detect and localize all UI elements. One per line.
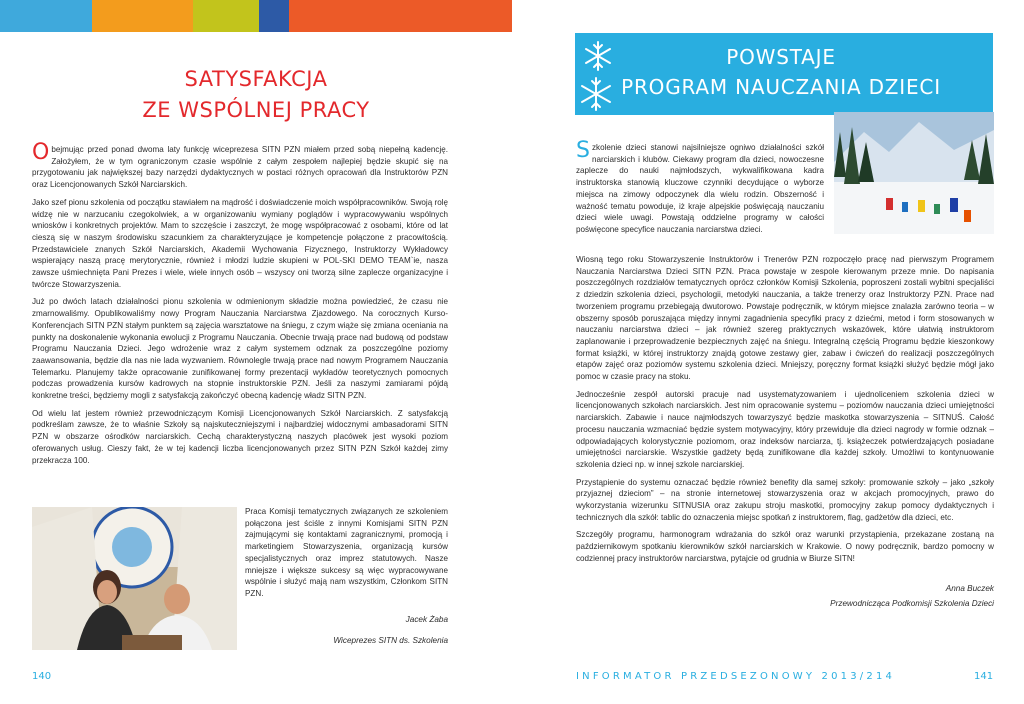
- page-number-right: 141: [974, 671, 994, 682]
- left-article-body: [32, 140, 448, 472]
- right-paragraph-4: Przystąpienie do systemu oznaczać będzie również benefity dla samej szkoły: promowanie szkoły – jako „szkoły przyjaznej dzieciom” – na stronie internetowej stowarzyszenia oraz w akcjach promocyjnych, prawo do wykorzystania wizerunku SITNUSIA oraz zakupu stroju maskotki, promocyjny zakup pomocy dydaktycznych i technicznych dla szkół: tablic do oznaczenia miejsc spotkań z instruktorem, flag, gadżetów dla dzieci, etc.: [576, 477, 994, 522]
- left-title-line2: ZE WSPÓLNEJ PRACY: [142, 98, 370, 122]
- left-article-title: [0, 64, 512, 126]
- page-number-left: 140: [32, 671, 52, 682]
- right-title-line1: POWSTAJE: [726, 45, 836, 69]
- left-signature-name: Jacek Żaba: [405, 614, 448, 624]
- photo-children-skiing: [834, 112, 994, 234]
- right-signature-role: Przewodnicząca Podkomisji Szkolenia Dzieci: [830, 598, 994, 608]
- right-dropcap: S: [576, 138, 590, 163]
- color-bar-green: [193, 0, 259, 32]
- color-bar-navy: [259, 0, 289, 32]
- right-signature-name: Anna Buczek: [945, 583, 994, 593]
- right-paragraph-1: Szkolenie dzieci stanowi najsilniejsze ogniwo działalności szkół narciarskich i klubów. Ciekawy program dla dzieci, nowoczesne zaplecze do nauki najmłodszych, wykwalifikowana kadra instruktorska stanowią kluczowe czynniki decydujące o wyborze miejsca na zimowy odpoczynek dla wielu rodzin. Obszerność i ważność tematu powoduje, iż kraje alpejskie poświęcają nauczaniu dzieci wiele uwagi. Powstają oddzielne programy w całości poświęcone specyfice nauczania narciarstwa dzieci.: [576, 138, 824, 234]
- left-signature-role: Wiceprezes SITN ds. Szkolenia: [333, 635, 448, 645]
- left-paragraph-2: Jako szef pionu szkolenia od początku stawiałem na mądrość i doświadczenie moich współpracowników. Swoją rolę widzę nie w narzucaniu czegokolwiek, a w organizowaniu wymiany poglądów i wypracowywaniu wspólnych wniosków i konkretnych projektów. Mam to szczęście i zaszczyt, że mogę współpracować z osobami, które od lat cieszą się w naszym środowisku szacunkiem za charakteryzujące je kompetencje połączone z pracowitością. Przedstawiciele znanych Szkół Narciarskich, Akademii Wychowania Fizycznego, Instruktorzy Wykładowcy wspierający naszą pracę merytorycznie, również i młodzi ludzie skupieni w POL-SKI DEMO TEAM`ie, nasza zawsze uśmiechnięta Pani Prezes i wiele, wiele innych osób – wszyscy oni tworzą silne zaplecze organizacyjne i twórcze Stowarzyszenia.: [32, 197, 448, 289]
- right-paragraph-5: Szczegóły programu, harmonogram wdrażania do szkół oraz warunki przystąpienia, przekazane zostaną na październikowym spotkaniu kierowników szkół narciarskich w Krakowie. O nowy podręcznik, bardzo pomocny w codziennej pracy instruktorów narciarstwa, pytajcie od grudnia w Biurze SITN!: [576, 530, 994, 563]
- right-article-title: [612, 42, 950, 102]
- left-dropcap: O: [32, 140, 50, 165]
- footer-publication-title: INFORMATOR PRZEDSEZONOWY 2013/214: [576, 671, 896, 682]
- photo-presenters: [32, 507, 237, 650]
- color-bar-red: [289, 0, 512, 32]
- right-article-body: [576, 254, 994, 610]
- right-paragraph-3: Jednocześnie zespół autorski pracuje nad usystematyzowaniem i ujednoliceniem szkolenia dzieci w licencjonowanych szkołach narciarskich. Jest nim opracowanie systemu – poziomów nauczania dzieci umiejętności narciarskich. Zabawie i nauce najmłodszych towarzyszyć będzie maskotka stowarzyszenia – SITNUŚ. Całość procesu nauczania wzmacniać będzie system motywacyjny, który przewiduje dla dzieci nagrody w formie odznak – odpowiadających kolorystycznie poziomom, oraz indeksów narciarza, tj. książeczek potwierdzających posiadane umiejętności narciarskie. Wszystkie gadżety będą zunifikowane dla każdej szkoły. Umożliwi to kontynuowanie szkolenia dzieci np. w innej szkole narciarskiej.: [576, 389, 994, 469]
- color-bar-blue: [0, 0, 92, 32]
- left-paragraph-1: Obejmując przed ponad dwoma laty funkcję wiceprezesa SITN PZN miałem przed sobą niepełną kadencję. Założyłem, że w tym ograniczonym czasie wspólnie z całym zespołem najlepiej będzie skupić się na przygotowaniu jak największej bazy narzędzi dydaktycznych w postaci różnych opracowań dla Instruktorów PZN oraz Licencjonowanych Szkół Narciarskich.: [32, 140, 448, 190]
- right-title-line2: PROGRAM NAUCZANIA DZIECI: [621, 75, 941, 99]
- right-paragraph-2: Wiosną tego roku Stowarzyszenie Instruktorów i Trenerów PZN rozpoczęło pracę nad pierwszym Programem Nauczania Narciarstwa Dzieci SITN PZN. Praca powstaje w zespole kierowanym przeze mnie. Do napisania poszczególnych rozdziałów tematycznych oprócz członków Komisji Szkolenia, poproszeni zostali wybitni specjaliści z dziedzin szkolenia dzieci, psychologii, metodyki nauczania, a także trenerzy oraz Instruktorzy PZN. Prace nad tworzeniem programu przebiegają dwutorowo. Powstaje podręcznik, w którym miejsce znalazła zarówno teoria – w obszerny sposób poruszająca między innymi zagadnienia specyfiki pracy z dziećmi, metod i form stosowanych w nauczaniu narciarstwa dzieci – jak również szereg praktycznych wskazówek, które ułatwią instruktorom zaplanowanie i przeprowadzenie bezpiecznych zajęć na śniegu. Integralną częścią Programu będzie kieszonkowy format książki, w której instruktorzy znajdą gotowe zestawy gier, zabaw i ćwiczeń do realizacji poszczególnych etapów zajęć oraz poziomów systemu szkolenia dzieci. Mniejszy, poręczny format książki służyć będzie mógł jako pomoc w czasie pracy na stoku.: [576, 255, 994, 382]
- left-closing-column: [245, 506, 448, 647]
- left-paragraph-4: Od wielu lat jestem również przewodniczącym Komisji Licencjonowanych Szkół Narciarskich. Z satysfakcją podkreślam zawsze, że to właśnie Szkoły są najskuteczniejszymi i najbardziej widocznymi ambasadorami SITN PZN w obszarze ośrodków narciarskich. Cechą charakterystyczną naszych placówek jest wysoki poziom oferowanych usług. Cieszy fakt, że w tej kadencji liczba licencjonowanych przez SITN PZN Szkół każdej zimy przekracza 100.: [32, 408, 448, 465]
- right-intro-block: [576, 138, 824, 242]
- left-paragraph-3: Już po dwóch latach działalności pionu szkolenia w odmienionym składzie można powiedzieć, że czasu nie zmarnowaliśmy. Opublikowaliśmy nowy Program Nauczania Narciarstwa Zjazdowego. Na corocznych Kurso-Konferencjach SITN PZN stałym punktem są zajęcia warsztatowe na śniegu, z czym wiąże się zmiana oceniania na punkty na doskonalenie wykonania ewolucji z Programu Nauczania. Obecnie trwają prace nad budową od podstaw Programu Nauczania Dzieci. Jego wdrożenie wraz z całym systemem odznak za poszczególne poziomy zaawansowania, będzie dla nas nie lada wyzwaniem. Równolegle trwają prace nad nowym Programem Nauczania Telemarku. Planujemy także opracowanie zunifikowanej formy prezentacji wykładów teoretycznych pomocnych podczas prowadzenia kursów kadrowych na stopnie instruktorskie PZN. Jeśli za naszymi zamiarami pójdą konkretne treści, będziemy mogli z satysfakcją zakończyć obecną kadencję władz SITN PZN.: [32, 297, 448, 401]
- left-paragraph-5: Praca Komisji tematycznych związanych ze szkoleniem połączona jest ściśle z innymi Komisjami SITN PZN zajmującymi się kontaktami zagranicznymi, promocją i marketingiem Stowarzyszenia, organizacją kursów specjalistycznych oraz imprez statutowych. Nasze mniejsze i większe sukcesy są więc wypracowywane wspólnie i służyć mają nam wszystkim, Członkom SITN PZN.: [245, 507, 448, 598]
- left-title-line1: SATYSFAKCJA: [184, 67, 328, 91]
- color-bar-orange: [92, 0, 193, 32]
